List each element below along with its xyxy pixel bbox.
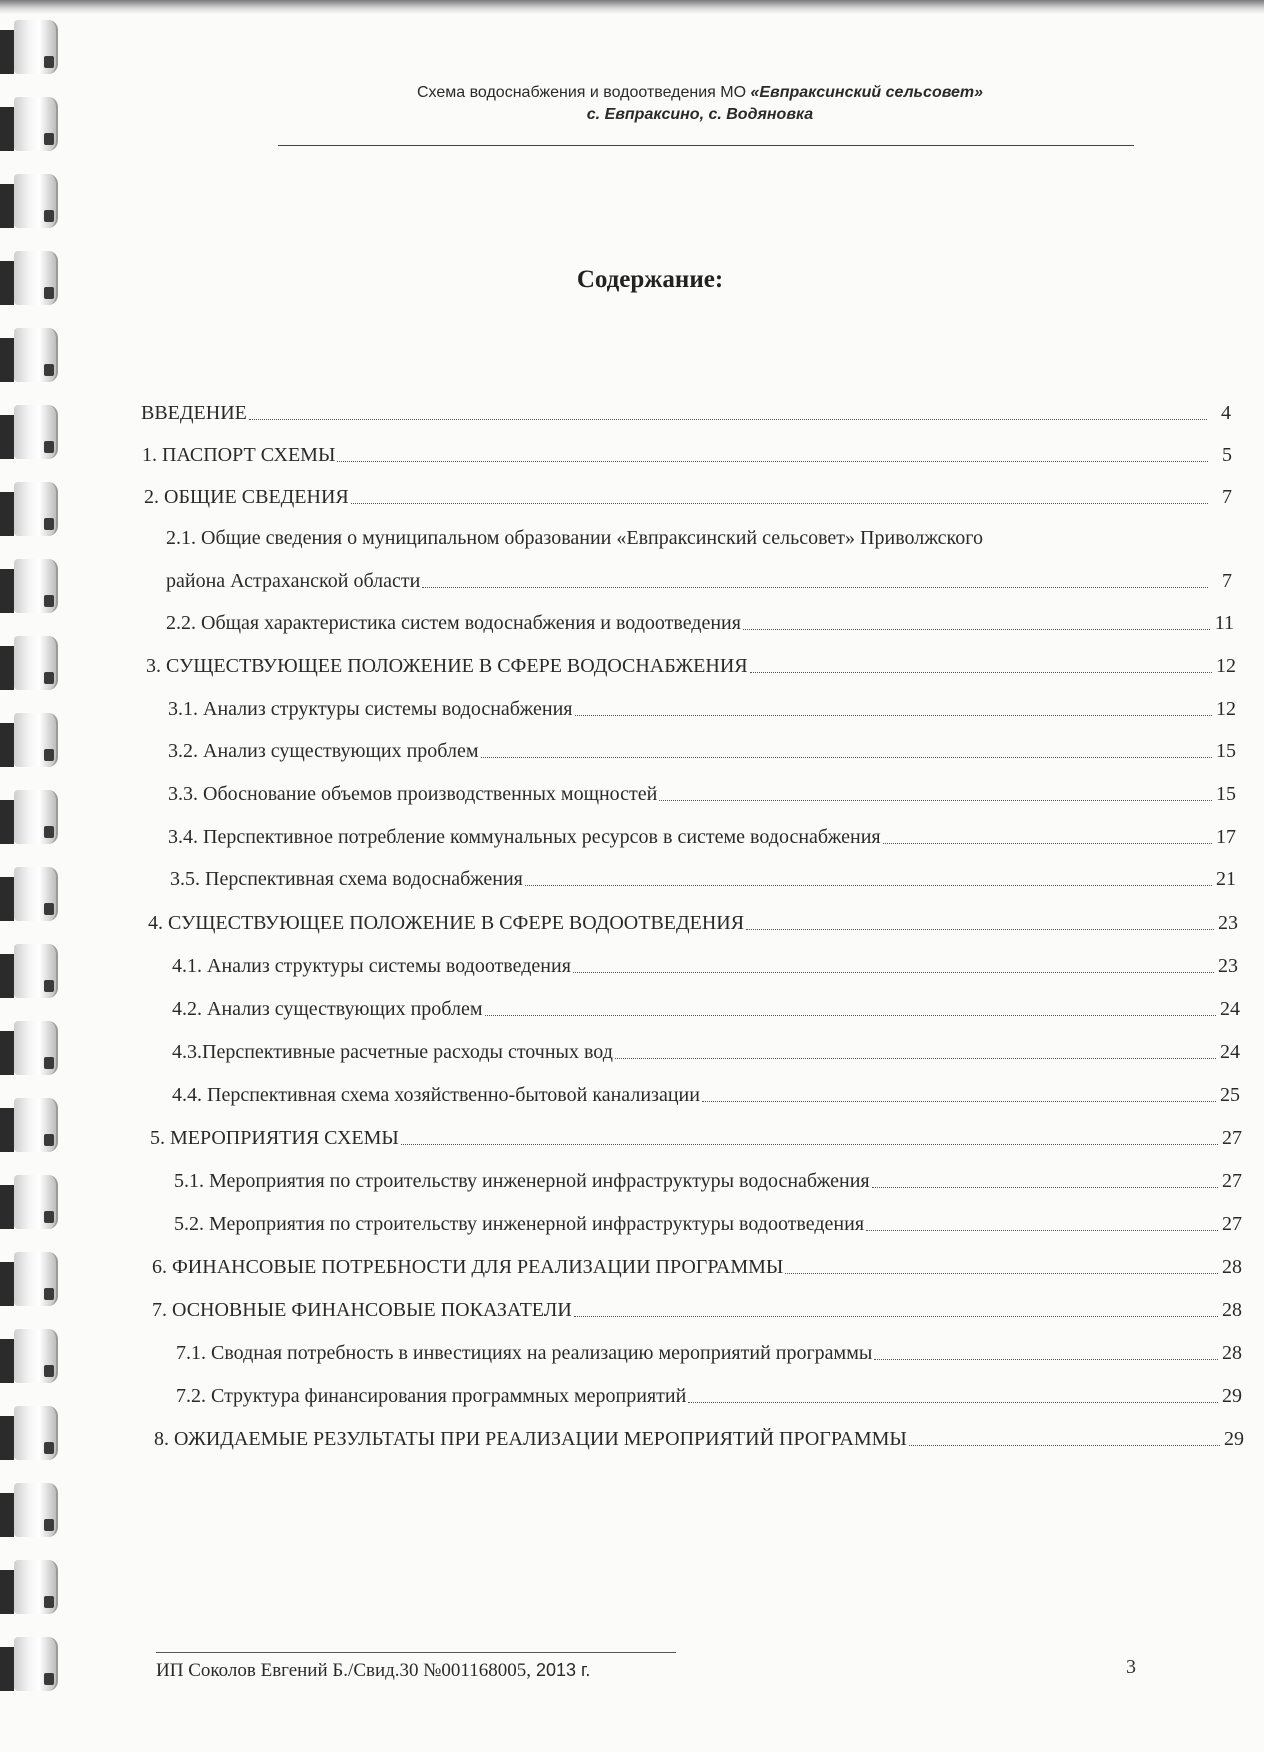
header-title: Схема водоснабжения и водоотведения МО xyxy=(416,84,751,101)
scan-top-edge xyxy=(0,0,1264,14)
toc-entry-page: 12 xyxy=(1216,698,1236,720)
page-number: 3 xyxy=(1126,1656,1136,1678)
toc-entry-3-3[interactable] xyxy=(168,783,1236,806)
toc-entry-2-1-line2[interactable] xyxy=(166,570,1232,593)
toc-entry-label: 7. ОСНОВНЫЕ ФИНАНСОВЫЕ ПОКАЗАТЕЛИ xyxy=(152,1299,572,1321)
binding-ring xyxy=(0,867,62,927)
toc-leader-dots xyxy=(750,671,1212,673)
toc-entry-page: 17 xyxy=(1216,826,1236,848)
toc-leader-dots xyxy=(872,1186,1218,1188)
toc-entry-label: 3. СУЩЕСТВУЮЩЕЕ ПОЛОЖЕНИЕ В СФЕРЕ ВОДОСНАБЖЕНИЯ xyxy=(146,655,748,677)
toc-leader-dots xyxy=(688,1401,1218,1403)
toc-entry-5[interactable] xyxy=(150,1127,1242,1150)
toc-entry-2-1-line1[interactable] xyxy=(166,527,1232,550)
toc-entry-1[interactable] xyxy=(142,444,1232,467)
toc-leader-dots xyxy=(746,928,1214,930)
binding-ring xyxy=(0,20,62,80)
toc-entry-label: ВВЕДЕНИЕ xyxy=(141,402,247,424)
toc-entry-page: 24 xyxy=(1220,1041,1240,1063)
binding-ring xyxy=(0,1021,62,1081)
toc-leader-dots xyxy=(659,799,1212,801)
toc-entry-page: 24 xyxy=(1220,998,1240,1020)
header-divider xyxy=(278,145,1134,146)
binding-ring xyxy=(0,559,62,619)
binding-ring xyxy=(0,405,62,465)
toc-entry-introduction[interactable] xyxy=(141,402,1231,425)
toc-entry-page: 27 xyxy=(1222,1127,1242,1149)
toc-entry-page: 23 xyxy=(1218,912,1238,934)
header-organization: «Евпраксинский сельсовет» xyxy=(750,84,983,101)
toc-entry-page: 15 xyxy=(1216,783,1236,805)
toc-entry-label: 3.2. Анализ существующих проблем xyxy=(168,740,479,762)
binding-ring xyxy=(0,1560,62,1620)
toc-entry-page: 25 xyxy=(1220,1084,1240,1106)
toc-entry-7-1[interactable] xyxy=(176,1342,1242,1365)
toc-leader-dots xyxy=(249,418,1207,420)
toc-entry-label: 4. СУЩЕСТВУЮЩЕЕ ПОЛОЖЕНИЕ В СФЕРЕ ВОДООТВЕДЕНИЯ xyxy=(148,912,745,934)
toc-entry-4[interactable] xyxy=(148,912,1238,935)
toc-entry-4-4[interactable] xyxy=(172,1084,1240,1107)
toc-leader-dots xyxy=(574,1315,1218,1317)
footer-divider xyxy=(156,1652,676,1653)
toc-entry-label: 5. МЕРОПРИЯТИЯ СХЕМЫ xyxy=(150,1127,399,1149)
binding-ring xyxy=(0,944,62,1004)
toc-leader-dots xyxy=(785,1272,1218,1274)
binding-ring xyxy=(0,1175,62,1235)
toc-entry-label: 3.4. Перспективное потребление коммунальных ресурсов в системе водоснабжения xyxy=(168,826,881,848)
binding-ring xyxy=(0,636,62,696)
toc-leader-dots xyxy=(909,1444,1220,1446)
toc-entry-label: 5.2. Мероприятия по строительству инженерной инфраструктуры водоотведения xyxy=(174,1213,865,1235)
binding-ring xyxy=(0,790,62,850)
toc-leader-dots xyxy=(575,714,1213,716)
binding-ring xyxy=(0,482,62,542)
footer-author-name: ИП Соколов Евгений Б./Свид.30 №001168005, xyxy=(156,1660,531,1681)
toc-entry-5-1[interactable] xyxy=(174,1170,1242,1193)
toc-entry-page: 23 xyxy=(1218,955,1238,977)
toc-leader-dots xyxy=(422,586,1208,588)
toc-entry-label: 4.3.Перспективные расчетные расходы сточных вод xyxy=(172,1041,613,1063)
toc-leader-dots xyxy=(485,1014,1217,1016)
toc-entry-page: 28 xyxy=(1222,1342,1242,1364)
binding-ring xyxy=(0,1098,62,1158)
toc-entry-4-1[interactable] xyxy=(172,955,1238,978)
binding-ring xyxy=(0,97,62,157)
toc-entry-label: 2. ОБЩИЕ СВЕДЕНИЯ xyxy=(144,486,349,508)
toc-entry-label: 7.2. Структура финансирования программных мероприятий xyxy=(176,1385,687,1407)
toc-entry-2-2[interactable] xyxy=(166,612,1234,635)
binding-ring xyxy=(0,251,62,311)
toc-entry-3[interactable] xyxy=(146,655,1236,678)
toc-entry-page: 27 xyxy=(1222,1170,1242,1192)
toc-leader-dots xyxy=(401,1143,1218,1145)
binding-ring xyxy=(0,713,62,773)
binding-ring xyxy=(0,174,62,234)
toc-leader-dots xyxy=(337,460,1208,462)
toc-entry-label: 2.1. Общие сведения о муниципальном образовании «Евпраксинский сельсовет» Приволжского xyxy=(166,527,983,549)
toc-entry-page: 28 xyxy=(1222,1299,1242,1321)
toc-leader-dots xyxy=(743,628,1210,630)
toc-entry-3-2[interactable] xyxy=(168,740,1236,763)
toc-entry-page: 15 xyxy=(1216,740,1236,762)
toc-entry-label: 2.2. Общая характеристика систем водоснабжения и водоотведения xyxy=(166,612,741,634)
toc-entry-label: 5.1. Мероприятия по строительству инженерной инфраструктуры водоснабжения xyxy=(174,1170,870,1192)
toc-entry-label: 7.1. Сводная потребность в инвестициях на реализацию мероприятий программы xyxy=(176,1342,873,1364)
binding-ring xyxy=(0,1637,62,1697)
toc-entry-label: 4.4. Перспективная схема хозяйственно-бытовой канализации xyxy=(172,1084,700,1106)
toc-leader-dots xyxy=(866,1229,1218,1231)
toc-entry-3-5[interactable] xyxy=(170,868,1236,891)
toc-leader-dots xyxy=(525,884,1212,886)
toc-entry-page: 21 xyxy=(1216,868,1236,890)
toc-entry-label: 6. ФИНАНСОВЫЕ ПОТРЕБНОСТИ ДЛЯ РЕАЛИЗАЦИИ ПРОГРАММЫ xyxy=(152,1256,784,1278)
toc-entry-7-2[interactable] xyxy=(176,1385,1242,1408)
binding-ring xyxy=(0,1406,62,1466)
toc-leader-dots xyxy=(481,756,1213,758)
toc-leader-dots xyxy=(702,1100,1216,1102)
toc-entry-page: 5 xyxy=(1222,444,1232,466)
toc-entry-label: 4.2. Анализ существующих проблем xyxy=(172,998,483,1020)
toc-title: Содержание: xyxy=(576,266,724,293)
binding-ring xyxy=(0,328,62,388)
binding-ring xyxy=(0,1329,62,1389)
toc-entry-page: 29 xyxy=(1222,1385,1242,1407)
toc-entry-label: 4.1. Анализ структуры системы водоотведения xyxy=(172,955,571,977)
binding-ring xyxy=(0,1483,62,1543)
toc-entry-5-2[interactable] xyxy=(174,1213,1242,1236)
toc-leader-dots xyxy=(883,842,1212,844)
toc-leader-dots xyxy=(351,502,1208,504)
toc-entry-page: 27 xyxy=(1222,1213,1242,1235)
spiral-binding xyxy=(0,0,72,1752)
toc-entry-page: 29 xyxy=(1224,1428,1244,1450)
toc-entry-page: 7 xyxy=(1222,570,1232,592)
binding-ring xyxy=(0,1252,62,1312)
toc-entry-4-2[interactable] xyxy=(172,998,1240,1021)
toc-leader-dots xyxy=(573,971,1214,973)
toc-entry-8[interactable] xyxy=(154,1428,1244,1451)
toc-leader-dots xyxy=(615,1057,1216,1059)
toc-entry-page: 7 xyxy=(1222,486,1232,508)
toc-leader-dots xyxy=(874,1358,1218,1360)
toc-entry-3-1[interactable] xyxy=(168,698,1236,721)
toc-entry-page: 11 xyxy=(1214,612,1234,634)
footer-year: 2013 г. xyxy=(530,1660,591,1680)
toc-entry-label: 3.1. Анализ структуры системы водоснабжения xyxy=(168,698,573,720)
toc-entry-3-4[interactable] xyxy=(168,826,1236,849)
toc-entry-label: 3.3. Обоснование объемов производственных мощностей xyxy=(168,783,658,805)
toc-entry-page: 28 xyxy=(1222,1256,1242,1278)
toc-entry-label: 3.5. Перспективная схема водоснабжения xyxy=(170,868,523,890)
toc-entry-page: 4 xyxy=(1221,402,1231,424)
header-villages: с. Евпраксино, с. Водяновка xyxy=(586,106,814,123)
toc-entry-6[interactable] xyxy=(152,1256,1242,1279)
header-line-1 xyxy=(270,84,1130,102)
toc-entry-label: 1. ПАСПОРТ СХЕМЫ xyxy=(142,444,336,466)
toc-entry-page: 12 xyxy=(1216,655,1236,677)
toc-entry-4-3[interactable] xyxy=(172,1041,1240,1064)
footer-author xyxy=(156,1660,590,1682)
toc-entry-label-continued: района Астраханской области xyxy=(166,570,421,592)
toc-entry-label: 8. ОЖИДАЕМЫЕ РЕЗУЛЬТАТЫ ПРИ РЕАЛИЗАЦИИ МЕРОПРИЯТИЙ ПРОГРАММЫ xyxy=(154,1428,907,1450)
toc-entry-7[interactable] xyxy=(152,1299,1242,1322)
toc-entry-2[interactable] xyxy=(144,486,1232,509)
